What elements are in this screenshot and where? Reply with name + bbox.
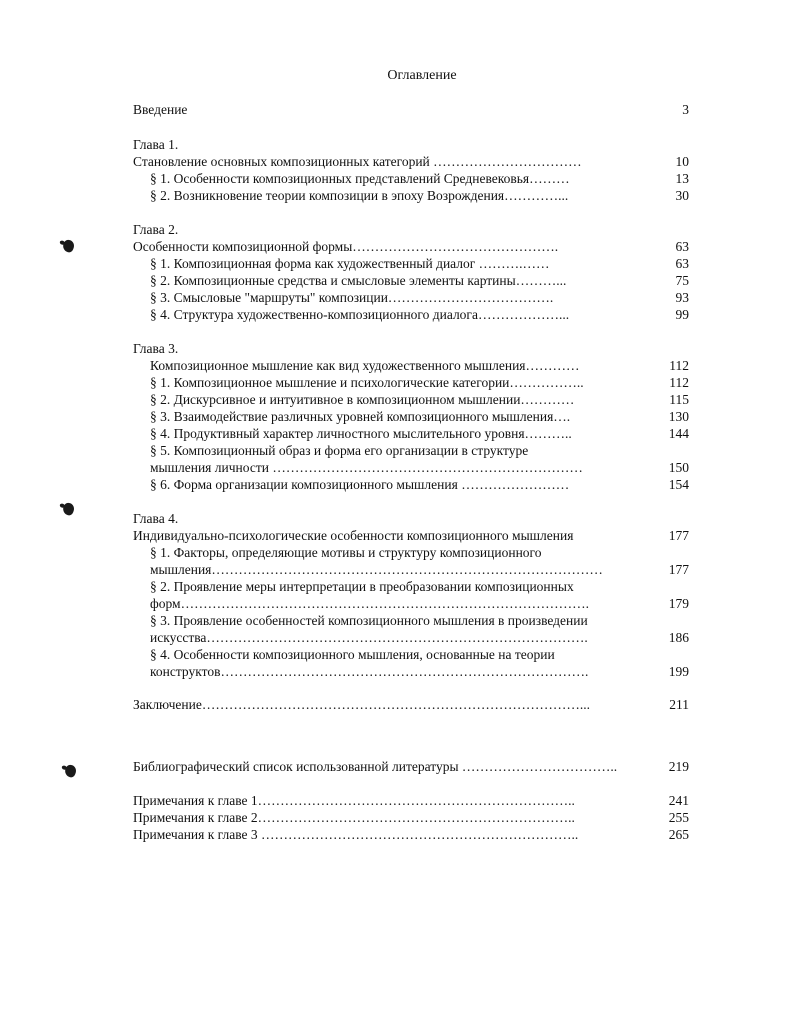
- toc-page-number: 199: [668, 664, 689, 679]
- toc-entry: мышления личности ……………………………………………………………: [150, 460, 583, 475]
- toc-entry: § 6. Форма организации композиционного мышления ……………………: [150, 477, 570, 492]
- toc-page-number: 99: [675, 307, 689, 322]
- toc-entry: искусства………………………………………………………………………….: [150, 630, 588, 645]
- toc-entry-conclusion: Заключение…………………………………………………………………………...: [133, 697, 590, 712]
- toc-page-number: 219: [668, 759, 689, 774]
- chapter-heading: Глава 3.: [133, 341, 179, 356]
- toc-entry: § 4. Особенности композиционного мышления, основанные на теории: [150, 647, 555, 662]
- toc-page-number: 265: [668, 827, 689, 842]
- toc-entry: § 1. Особенности композиционных представлений Средневековья………: [150, 171, 570, 186]
- toc-entry: § 2. Возникновение теории композиции в эпоху Возрождения…………...: [150, 188, 569, 203]
- toc-page-number: 112: [669, 375, 689, 390]
- toc-entry: Особенности композиционной формы……………………………………….: [133, 239, 559, 254]
- toc-entry: § 4. Продуктивный характер личностного мыслительного уровня………..: [150, 426, 572, 441]
- toc-entry: § 2. Композиционные средства и смысловые элементы картины………...: [150, 273, 567, 288]
- toc-page-number: 30: [675, 188, 689, 203]
- chapter-heading: Глава 1.: [133, 137, 179, 152]
- toc-page-number: 3: [682, 102, 689, 117]
- toc-title: Оглавление: [387, 68, 457, 83]
- ink-blot-icon: [61, 238, 75, 253]
- toc-entry: § 2. Проявление меры интерпретации в преобразовании композиционных: [150, 579, 574, 594]
- toc-entry: § 1. Факторы, определяющие мотивы и структуру композиционного: [150, 545, 542, 560]
- toc-entry: § 5. Композиционный образ и форма его организации в структуре: [150, 443, 529, 458]
- toc-page-number: 10: [675, 154, 689, 169]
- toc-entry: форм……………………………………………………………………………….: [150, 596, 589, 611]
- toc-page-number: 144: [668, 426, 689, 441]
- toc-page-number: 177: [668, 562, 689, 577]
- toc-entry: § 4. Структура художественно-композиционного диалога………………...: [150, 307, 570, 322]
- toc-page-number: 186: [668, 630, 689, 645]
- toc-page-number: 75: [675, 273, 689, 288]
- toc-page-number: 179: [668, 596, 689, 611]
- ink-blot-icon: [63, 763, 77, 778]
- toc-entry: мышления……………………………………………………………………………: [150, 562, 603, 577]
- toc-page-number: 93: [675, 290, 689, 305]
- toc-page-number: 211: [669, 697, 689, 712]
- toc-page-number: 241: [668, 793, 689, 808]
- toc-entry: § 1. Композиционное мышление и психологические категории……………..: [150, 375, 584, 390]
- toc-entry: Становление основных композиционных категорий ……………………………: [133, 154, 582, 169]
- toc-entry-bibliography: Библиографический список использованной литературы ……………………………..: [133, 759, 618, 774]
- toc-entry: § 3. Взаимодействие различных уровней композиционного мышления….: [150, 409, 571, 424]
- ink-blot-icon: [61, 501, 75, 516]
- toc-entry: § 3. Проявление особенностей композиционного мышления в произведении: [150, 613, 588, 628]
- toc-page-number: 112: [669, 358, 689, 373]
- toc-entry: § 3. Смысловые "маршруты" композиции……………………………….: [150, 290, 554, 305]
- toc-page-number: 63: [675, 256, 689, 271]
- toc-page-number: 150: [668, 460, 689, 475]
- toc-entry: Индивидуально-психологические особенности композиционного мышления: [133, 528, 574, 543]
- toc-entry-notes: Примечания к главе 3 ……………………………………………………………..: [133, 827, 579, 842]
- toc-entry: Композиционное мышление как вид художественного мышления…………: [150, 358, 580, 373]
- chapter-heading: Глава 2.: [133, 222, 179, 237]
- toc-page-number: 130: [668, 409, 689, 424]
- toc-page-number: 13: [675, 171, 689, 186]
- chapter-heading: Глава 4.: [133, 511, 179, 526]
- toc-page-number: 115: [669, 392, 689, 407]
- toc-entry: § 2. Дискурсивное и интуитивное в композиционном мышлении…………: [150, 392, 575, 407]
- toc-entry-notes: Примечания к главе 1……………………………………………………………..: [133, 793, 575, 808]
- toc-page-number: 177: [668, 528, 689, 543]
- toc-page-number: 63: [675, 239, 689, 254]
- toc-entry: § 1. Композиционная форма как художественный диалог ……….……: [150, 256, 550, 271]
- toc-page-number: 255: [668, 810, 689, 825]
- toc-entry-notes: Примечания к главе 2……………………………………………………………..: [133, 810, 575, 825]
- toc-entry: конструктов……………………………………………………………………….: [150, 664, 589, 679]
- toc-page-number: 154: [668, 477, 689, 492]
- toc-entry-introduction: Введение: [133, 102, 188, 117]
